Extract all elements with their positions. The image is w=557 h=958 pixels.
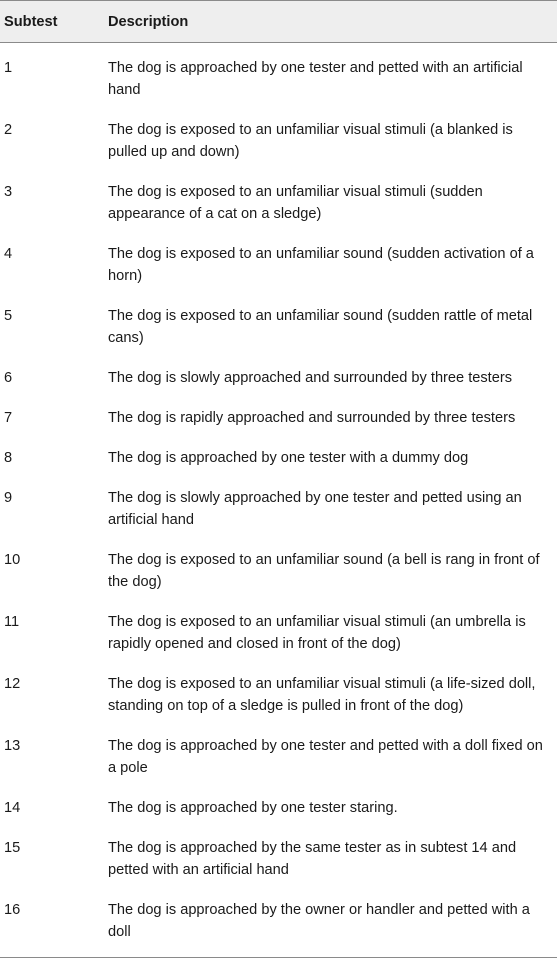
table-row <box>0 663 557 725</box>
table-row <box>0 539 557 601</box>
subtest-description: The dog is approached by the owner or handler and petted with a doll <box>108 902 530 940</box>
subtest-number: 3 <box>4 184 13 200</box>
subtest-description: The dog is slowly approached and surrounded by three testers <box>108 370 513 386</box>
header-row <box>0 1 557 43</box>
table-body <box>0 43 557 958</box>
table-row <box>0 787 557 827</box>
table-row <box>0 827 557 889</box>
subtest-description: The dog is exposed to an unfamiliar visual stimuli (sudden appearance of a cat on a sledge) <box>108 184 483 222</box>
header-subtest: Subtest <box>4 13 58 30</box>
table-row <box>0 171 557 233</box>
subtest-number: 14 <box>4 800 21 816</box>
subtest-description: The dog is approached by one tester and petted with an artificial hand <box>108 60 523 98</box>
subtest-description: The dog is exposed to an unfamiliar visual stimuli (an umbrella is rapidly opened and closed in front of the dog) <box>108 614 526 652</box>
subtest-number: 7 <box>4 410 13 426</box>
subtest-description: The dog is exposed to an unfamiliar visual stimuli (a blanked is pulled up and down) <box>108 122 513 160</box>
subtest-number: 10 <box>4 552 21 568</box>
subtest-description: The dog is exposed to an unfamiliar sound (a bell is rang in front of the dog) <box>108 552 540 590</box>
table-row <box>0 477 557 539</box>
table-row <box>0 357 557 397</box>
subtest-description: The dog is approached by one tester and petted with a doll fixed on a pole <box>108 738 543 776</box>
subtest-description: The dog is exposed to an unfamiliar visual stimuli (a life-sized doll, standing on top of a sledge is pulled in front of the dog) <box>108 676 536 714</box>
table-row <box>0 109 557 171</box>
table-row <box>0 295 557 357</box>
subtest-description: The dog is approached by one tester staring. <box>108 800 398 816</box>
subtest-description: The dog is approached by the same tester as in subtest 14 and petted with an artificial hand <box>108 840 517 878</box>
subtest-number: 2 <box>4 122 13 138</box>
table-header <box>0 1 557 43</box>
subtest-number: 11 <box>4 614 20 630</box>
table-row <box>0 725 557 787</box>
subtest-number: 5 <box>4 308 13 324</box>
table-row <box>0 233 557 295</box>
subtest-number: 16 <box>4 902 21 918</box>
subtest-description: The dog is approached by one tester with a dummy dog <box>108 450 469 466</box>
subtest-number: 4 <box>4 246 13 262</box>
subtest-number: 6 <box>4 370 13 386</box>
subtest-number: 1 <box>4 60 13 76</box>
table-row <box>0 43 557 110</box>
subtest-description: The dog is rapidly approached and surrounded by three testers <box>108 410 516 426</box>
subtest-number: 15 <box>4 840 21 856</box>
table-row <box>0 601 557 663</box>
subtest-description: The dog is slowly approached by one tester and petted using an artificial hand <box>108 490 522 528</box>
subtest-number: 13 <box>4 738 21 754</box>
table-row <box>0 889 557 958</box>
subtest-description: The dog is exposed to an unfamiliar sound (sudden rattle of metal cans) <box>108 308 533 346</box>
subtest-number: 9 <box>4 490 13 506</box>
subtest-number: 12 <box>4 676 21 692</box>
subtest-number: 8 <box>4 450 13 466</box>
table-row <box>0 397 557 437</box>
header-description: Description <box>108 13 189 30</box>
subtest-description: The dog is exposed to an unfamiliar sound (sudden activation of a horn) <box>108 246 534 284</box>
table-row <box>0 437 557 477</box>
